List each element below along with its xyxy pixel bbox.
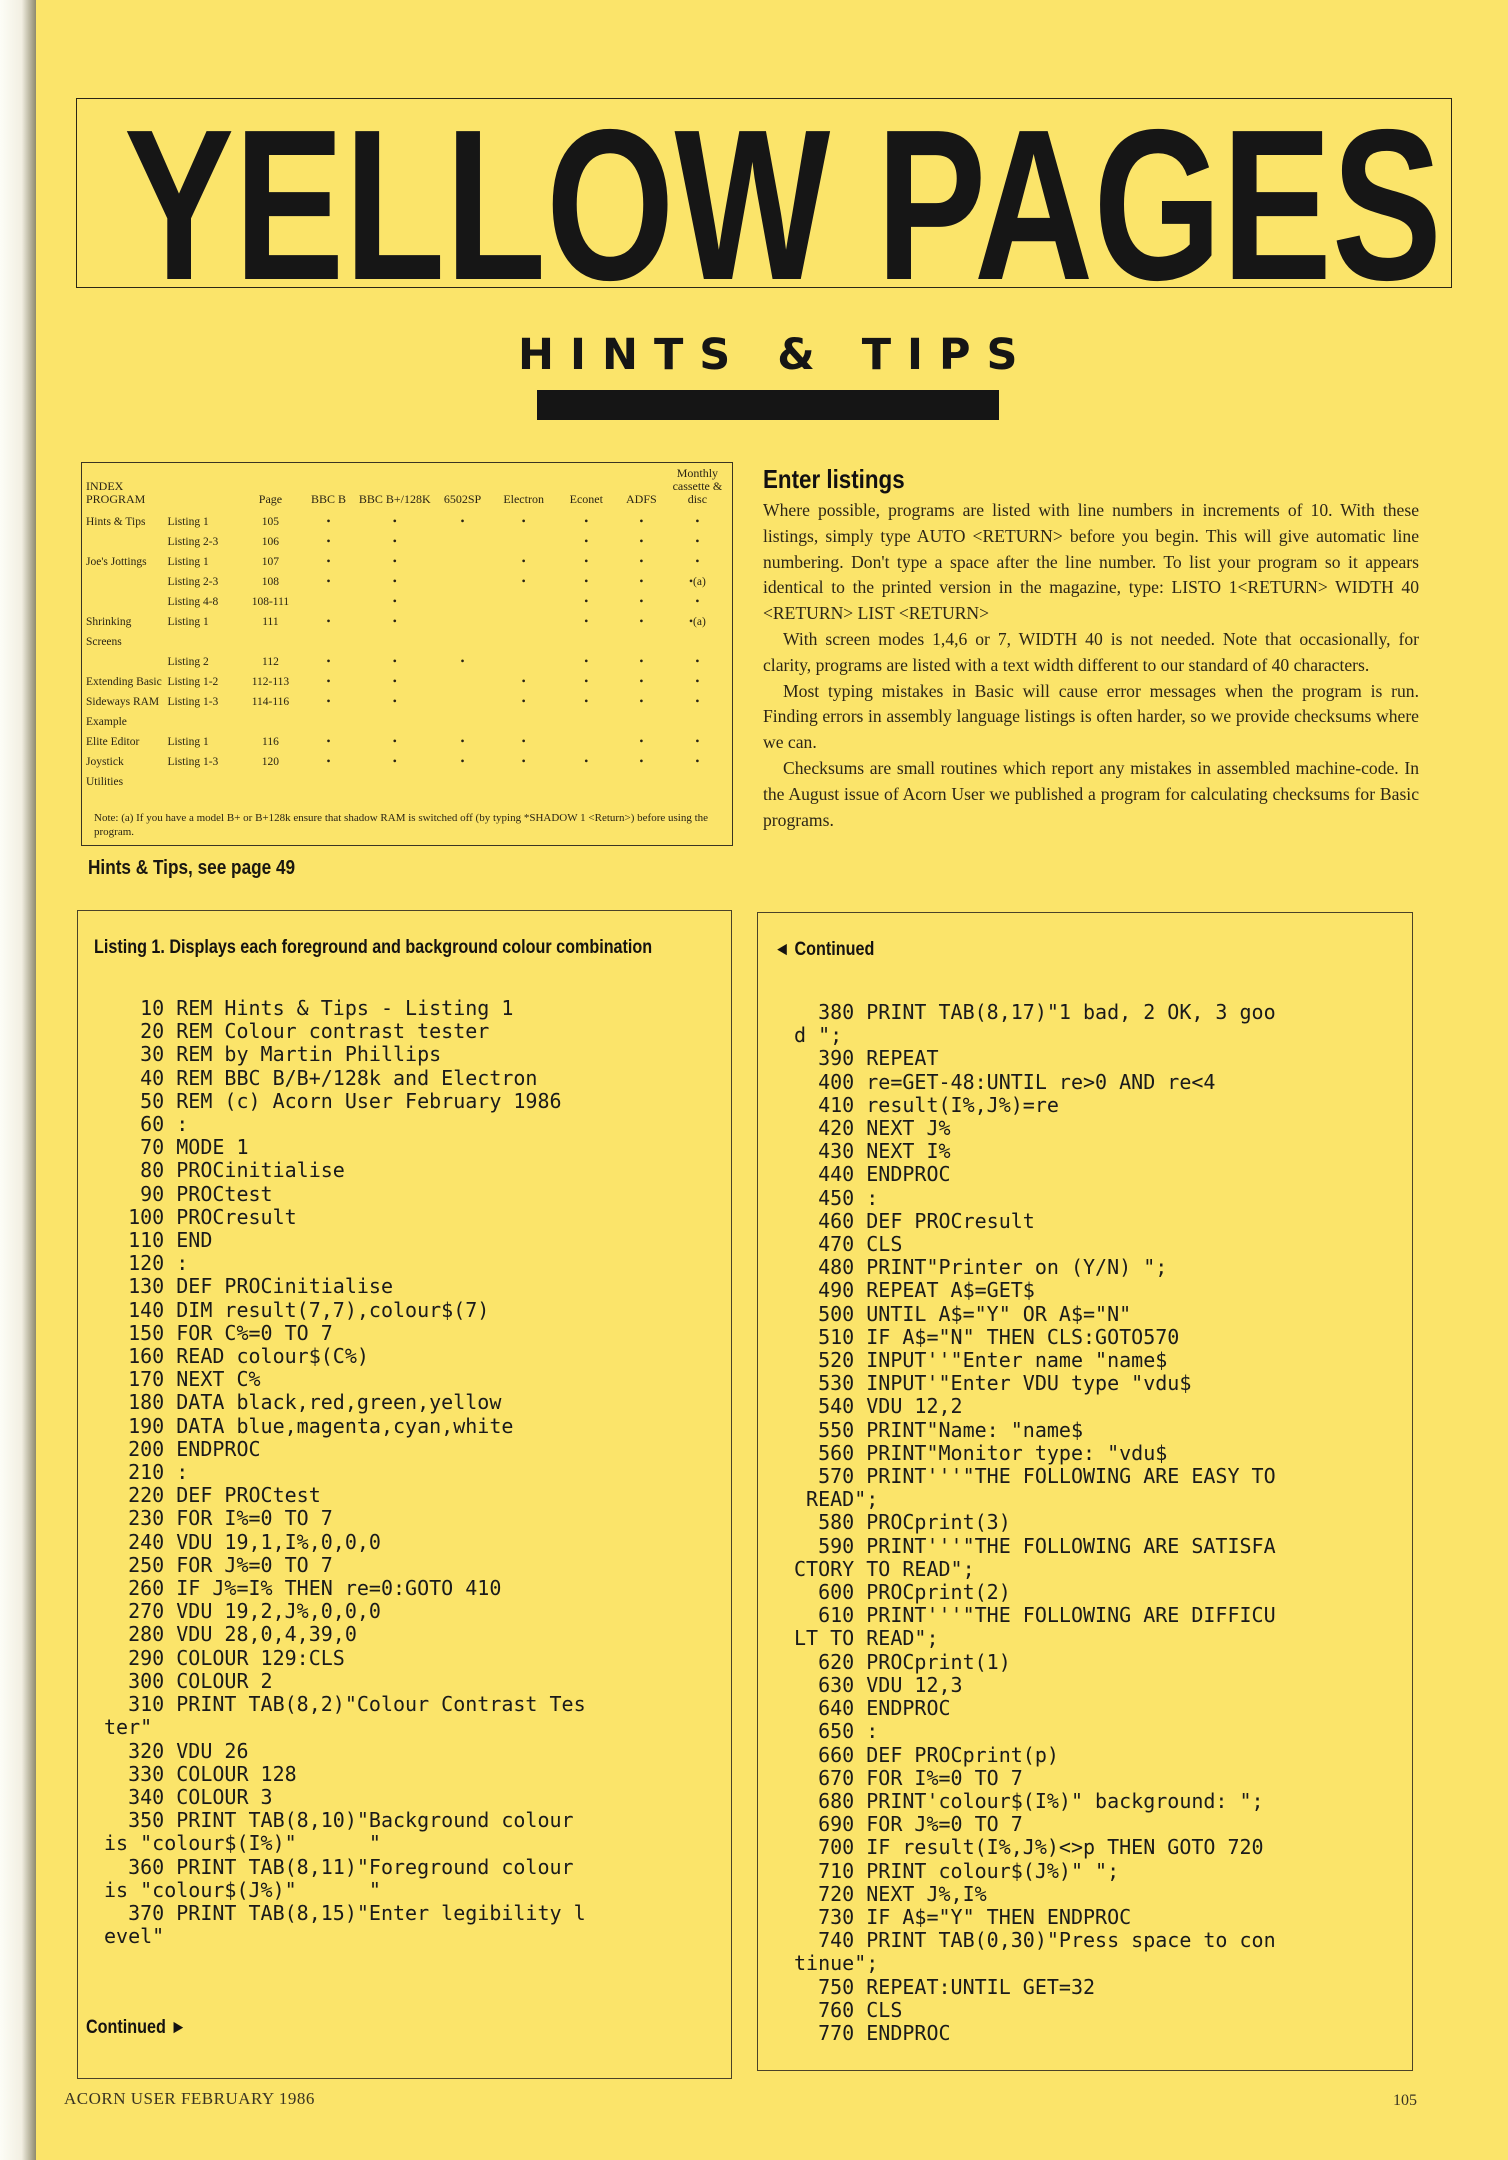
compat-mark: • bbox=[521, 756, 526, 768]
compat-mark: • bbox=[639, 536, 644, 548]
compat-mark: • bbox=[639, 756, 644, 768]
code-listing-right: 380 PRINT TAB(8,17)"1 bad, 2 OK, 3 goo d "; 390 REPEAT 400 re=GET-48:UNTIL re>0 AND re<4 410 result(I%,J%)=re 420 NEXT J% 430 NEXT I% 440 ENDPROC 450 : 460 DEF PROCresult 470 CLS 480 PRINT"Printer on (Y/N) "; 490 REPEAT A$=GET$ 500 UNTIL A$="Y" OR A$="N" 510 IF A$="N" THEN CLS:GOTO570 520 INPUT''"Enter name "name$ 530 INPUT'"Enter VDU type "vdu$ 540 VDU 12,2 550 PRINT"Name: "name$ 560 PRINT"Monitor type: "vdu$ 570 PRINT'''"THE FOLLOWING ARE EASY TO READ"; 580 PROCprint(3) 590 PRINT'''"THE FOLLOWING ARE SATISFA CTORY TO READ"; 600 PROCprint(2) 610 PRINT'''"THE FOLLOWING ARE DIFFICU LT TO READ"; 620 PROCprint(1) 630 VDU 12,3 640 ENDPROC 650 : 660 DEF PROCprint(p) 670 FOR I%=0 TO 7 680 PRINT'colour$(I%)" background: "; 690 FOR J%=0 TO 7 700 IF result(I%,J%)<>p THEN GOTO 720 710 PRINT colour$(J%)" "; 720 NEXT J%,I% 730 IF A$="Y" THEN ENDPROC 740 PRINT TAB(0,30)"Press space to con tinue"; 750 REPEAT:UNTIL GET=32 760 CLS 770 ENDPROC bbox=[794, 1000, 1276, 2045]
index-program: Elite Editor bbox=[86, 736, 140, 748]
compat-mark bbox=[302, 772, 355, 792]
index-page: 108-111 bbox=[251, 596, 290, 608]
compat-mark bbox=[434, 632, 490, 652]
compat-mark bbox=[434, 532, 490, 552]
binding-gutter bbox=[0, 0, 36, 2160]
index-listing bbox=[168, 772, 239, 792]
index-row bbox=[86, 632, 728, 652]
compat-mark: • bbox=[326, 556, 331, 568]
index-header bbox=[168, 467, 239, 512]
compat-mark: • bbox=[521, 676, 526, 688]
index-listing: Listing 1 bbox=[167, 616, 209, 628]
index-program: Screens bbox=[86, 636, 122, 648]
index-row bbox=[86, 732, 728, 752]
index-row bbox=[86, 592, 728, 612]
index-header: Monthly cassette & disc bbox=[672, 466, 723, 506]
compat-mark: • bbox=[639, 736, 644, 748]
code-listing-left: 10 REM Hints & Tips - Listing 1 20 REM Colour contrast tester 30 REM by Martin Phillips 40 REM BBC B/B+/128k and Electron 50 REM (c) Acorn User February 1986 60 : 70 MODE 1 80 PROCinitialise 90 PROCtest 100 PROCresult 110 END 120 : 130 DEF PROCinitialise 140 DIM result(7,7),colour$(7) 150 FOR C%=0 TO 7 160 READ colour$(C%) 170 NEXT C% 180 DATA black,red,green,yellow 190 DATA blue,magenta,cyan,white 200 ENDPROC 210 : 220 DEF PROCtest 230 FOR I%=0 TO 7 240 VDU 19,1,I%,0,0,0 250 FOR J%=0 TO 7 260 IF J%=I% THEN re=0:GOTO 410 270 VDU 19,2,J%,0,0,0 280 VDU 28,0,4,39,0 290 COLOUR 129:CLS 300 COLOUR 2 310 PRINT TAB(8,2)"Colour Contrast Tes ter" 320 VDU 26 330 COLOUR 128 340 COLOUR 3 350 PRINT TAB(8,10)"Background colour is "colour$(I%)" " 360 PRINT TAB(8,11)"Foreground colour is "colour$(J%)" " 370 PRINT TAB(8,15)"Enter legibility l evel" bbox=[104, 996, 586, 1949]
index-program: Joystick bbox=[86, 756, 124, 768]
index-page: 112-113 bbox=[251, 676, 290, 688]
index-row bbox=[86, 552, 728, 572]
article-paragraph: Most typing mistakes in Basic will cause error messages when the program is run. Finding errors in assembly language listings is often harder, so we provide checksums where we can. bbox=[763, 680, 1419, 753]
index-row bbox=[86, 512, 728, 532]
footer-magazine: ACORN USER FEBRUARY 1986 bbox=[64, 2089, 315, 2108]
compat-mark: • bbox=[392, 756, 397, 768]
index-program: Example bbox=[86, 716, 127, 728]
compat-mark bbox=[667, 772, 728, 792]
compat-mark: • bbox=[392, 516, 397, 528]
index-program bbox=[86, 572, 168, 592]
compat-mark bbox=[616, 632, 667, 652]
index-header: INDEX PROGRAM bbox=[86, 479, 146, 506]
compat-mark: • bbox=[639, 516, 644, 528]
compat-mark bbox=[434, 552, 490, 572]
footer-page-number: 105 bbox=[1393, 2092, 1417, 2109]
index-header: BBC B bbox=[311, 492, 347, 506]
index-page: 111 bbox=[262, 616, 279, 628]
compat-mark bbox=[302, 592, 355, 612]
index-row bbox=[86, 532, 728, 552]
index-page: 112 bbox=[262, 656, 279, 668]
index-row bbox=[86, 712, 728, 732]
index-listing bbox=[168, 712, 239, 732]
compat-mark: • bbox=[326, 616, 331, 628]
index-program: Shrinking bbox=[86, 616, 132, 628]
compat-mark bbox=[491, 632, 557, 652]
compat-mark: • bbox=[392, 676, 397, 688]
compat-mark bbox=[434, 592, 490, 612]
index-program: Hints & Tips bbox=[86, 516, 146, 528]
index-program: Extending Basic bbox=[86, 676, 162, 688]
index-page bbox=[239, 712, 302, 732]
compat-mark: • bbox=[584, 696, 589, 708]
compat-mark: • bbox=[326, 656, 331, 668]
compat-mark bbox=[491, 712, 557, 732]
index-note: Note: (a) If you have a model B+ or B+128k ensure that shadow RAM is switched off (by typing *SHADOW 1 <Return>) before using the program. bbox=[94, 812, 709, 838]
compat-mark: • bbox=[460, 756, 465, 768]
compat-mark: • bbox=[521, 736, 526, 748]
enter-listings-article bbox=[763, 464, 1419, 833]
compat-mark bbox=[355, 712, 434, 732]
compat-mark bbox=[302, 632, 355, 652]
compat-mark bbox=[557, 712, 616, 732]
index-header: ADFS bbox=[625, 492, 657, 506]
index-page bbox=[239, 632, 302, 652]
index-row bbox=[86, 652, 728, 672]
continued-label: Continued ► bbox=[86, 2017, 187, 2038]
index-listing: Listing 1-2 bbox=[167, 676, 219, 688]
index-program bbox=[86, 592, 168, 612]
index-row bbox=[86, 612, 728, 632]
compat-mark: • bbox=[639, 556, 644, 568]
compat-mark: • bbox=[326, 536, 331, 548]
compat-mark bbox=[616, 772, 667, 792]
compat-mark: • bbox=[584, 516, 589, 528]
index-page: 116 bbox=[262, 736, 279, 748]
index-header: Page bbox=[258, 492, 283, 506]
compat-mark bbox=[302, 712, 355, 732]
compat-mark: • bbox=[695, 756, 700, 768]
index-program: Sideways RAM bbox=[86, 696, 160, 708]
section-heading-text: HINTS & TIPS bbox=[518, 330, 1034, 380]
compat-mark bbox=[557, 772, 616, 792]
compat-mark: • bbox=[392, 696, 397, 708]
continued-heading: ◄ Continued bbox=[774, 939, 875, 960]
index-header-row bbox=[86, 467, 728, 512]
compat-mark: • bbox=[392, 536, 397, 548]
compat-mark: • bbox=[392, 596, 397, 608]
compat-mark bbox=[557, 732, 616, 752]
index-listing: Listing 2-3 bbox=[167, 536, 219, 548]
compat-mark: • bbox=[521, 556, 526, 568]
index-header: 6502SP bbox=[443, 492, 482, 506]
compat-mark: • bbox=[326, 516, 331, 528]
compat-mark: • bbox=[521, 576, 526, 588]
compat-mark bbox=[491, 652, 557, 672]
compat-mark: • bbox=[639, 616, 644, 628]
compat-mark bbox=[667, 712, 728, 732]
index-page: 120 bbox=[261, 756, 280, 768]
masthead-title-text: YELLOW PAGES bbox=[124, 84, 1442, 296]
compat-mark: • bbox=[695, 516, 700, 528]
compat-mark bbox=[434, 672, 490, 692]
compat-mark: • bbox=[326, 756, 331, 768]
section-heading bbox=[518, 330, 1034, 420]
index-row bbox=[86, 772, 728, 792]
compat-mark: • bbox=[639, 596, 644, 608]
index-page: 107 bbox=[261, 556, 280, 568]
index-program: Joe's Jottings bbox=[86, 556, 147, 568]
article-heading: Enter listings bbox=[763, 464, 905, 494]
index-program: Utilities bbox=[86, 776, 124, 788]
index-row bbox=[86, 692, 728, 712]
compat-mark: • bbox=[460, 516, 465, 528]
compat-mark: • bbox=[392, 576, 397, 588]
compat-mark: • bbox=[326, 696, 331, 708]
article-paragraph: With screen modes 1,4,6 or 7, WIDTH 40 is not needed. Note that occasionally, for clarity, programs are listed with a text width different to our standard of 40 characters. bbox=[763, 628, 1419, 675]
compat-mark: • bbox=[584, 676, 589, 688]
listing-box-left bbox=[77, 910, 732, 2079]
compat-mark: • bbox=[584, 656, 589, 668]
index-listing: Listing 1 bbox=[167, 516, 209, 528]
compat-mark bbox=[491, 532, 557, 552]
compat-mark: • bbox=[460, 736, 465, 748]
compat-mark bbox=[355, 632, 434, 652]
compat-mark bbox=[434, 612, 490, 632]
masthead-title bbox=[124, 66, 1444, 296]
compat-mark: • bbox=[584, 596, 589, 608]
index-caption: Hints & Tips, see page 49 bbox=[88, 857, 296, 879]
index-listing: Listing 2 bbox=[167, 656, 209, 668]
index-listing: Listing 1 bbox=[167, 556, 209, 568]
compat-mark: • bbox=[521, 516, 526, 528]
index-page bbox=[239, 772, 302, 792]
index-row bbox=[86, 752, 728, 772]
compat-mark: • bbox=[584, 616, 589, 628]
compat-mark: • bbox=[639, 576, 644, 588]
compat-mark bbox=[355, 772, 434, 792]
index-listing: Listing 1-3 bbox=[167, 696, 219, 708]
compat-mark bbox=[434, 692, 490, 712]
compat-mark: •(a) bbox=[689, 616, 706, 628]
index-listing: Listing 4-8 bbox=[167, 596, 219, 608]
compat-mark: • bbox=[584, 576, 589, 588]
compat-mark bbox=[434, 772, 490, 792]
index-program bbox=[86, 652, 168, 672]
compat-mark: • bbox=[639, 656, 644, 668]
compat-mark: • bbox=[521, 696, 526, 708]
index-header: BBC B+/128K bbox=[358, 492, 431, 506]
compat-mark: • bbox=[584, 536, 589, 548]
index-listing bbox=[168, 632, 239, 652]
compat-mark: • bbox=[695, 676, 700, 688]
index-listing: Listing 1 bbox=[167, 736, 209, 748]
compat-mark: • bbox=[326, 576, 331, 588]
index-table-box bbox=[81, 462, 733, 846]
compat-mark: • bbox=[392, 656, 397, 668]
compat-mark: • bbox=[584, 756, 589, 768]
index-row bbox=[86, 572, 728, 592]
index-page: 108 bbox=[261, 576, 280, 588]
index-listing: Listing 2-3 bbox=[167, 576, 219, 588]
compat-mark bbox=[491, 592, 557, 612]
compat-mark: • bbox=[695, 556, 700, 568]
compat-mark bbox=[491, 612, 557, 632]
compat-mark: • bbox=[460, 656, 465, 668]
compat-mark: • bbox=[326, 676, 331, 688]
listing-box-right bbox=[757, 912, 1413, 2071]
index-row bbox=[86, 672, 728, 692]
compat-mark: • bbox=[695, 596, 700, 608]
compat-mark: • bbox=[392, 736, 397, 748]
index-header: Electron bbox=[503, 492, 544, 506]
compat-mark: • bbox=[392, 556, 397, 568]
index-table bbox=[86, 467, 728, 792]
index-program bbox=[86, 532, 168, 552]
compat-mark: • bbox=[695, 696, 700, 708]
compat-mark: • bbox=[326, 736, 331, 748]
compat-mark: • bbox=[695, 536, 700, 548]
compat-mark bbox=[616, 712, 667, 732]
compat-mark bbox=[667, 632, 728, 652]
article-paragraph: Checksums are small routines which report any mistakes in assembled machine-code. In the August issue of Acorn User we published a program for calculating checksums for Basic programs. bbox=[763, 757, 1419, 830]
compat-mark bbox=[434, 572, 490, 592]
compat-mark bbox=[434, 712, 490, 732]
compat-mark: • bbox=[639, 696, 644, 708]
index-page: 105 bbox=[261, 516, 280, 528]
index-page: 106 bbox=[261, 536, 280, 548]
compat-mark: • bbox=[695, 736, 700, 748]
article-paragraph: Where possible, programs are listed with line numbers in increments of 10. With these listings, simply type AUTO <RETURN> before you begin. This will give automatic line numbering. Don't type a space after the line number. To list your program so it appears identical to the printed version in the magazine, type: LISTO 1<RETURN> WIDTH 40 <RETURN> LIST <RETURN> bbox=[763, 500, 1419, 624]
magazine-page bbox=[36, 0, 1508, 2160]
compat-mark: • bbox=[392, 616, 397, 628]
index-header: Econet bbox=[569, 492, 603, 506]
compat-mark bbox=[491, 772, 557, 792]
compat-mark: • bbox=[584, 556, 589, 568]
compat-mark: •(a) bbox=[689, 576, 706, 588]
index-listing: Listing 1-3 bbox=[167, 756, 219, 768]
index-page: 114-116 bbox=[251, 696, 290, 708]
compat-mark: • bbox=[639, 676, 644, 688]
listing-title: Listing 1. Displays each foreground and background colour combination bbox=[94, 937, 653, 958]
compat-mark: • bbox=[695, 656, 700, 668]
section-heading-bar bbox=[537, 390, 999, 420]
compat-mark bbox=[557, 632, 616, 652]
